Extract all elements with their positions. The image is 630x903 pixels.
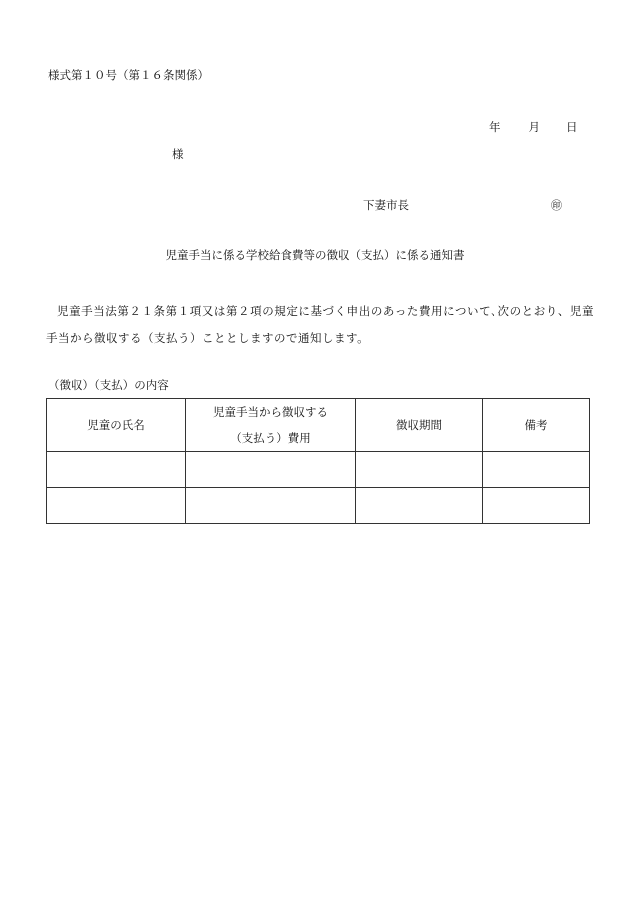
header-cost-line1: 児童手当から徴収する: [213, 405, 328, 419]
header-cost-line2: （支払う）費用: [230, 431, 311, 445]
table-cell: [483, 452, 590, 488]
section-label: （徴収）（支払）の内容: [48, 378, 169, 392]
addressee-suffix: 様: [172, 147, 184, 161]
table-cell: [47, 488, 186, 524]
document-title: 児童手当に係る学校給食費等の徴収（支払）に係る通知書: [165, 248, 465, 262]
table-cell: [186, 452, 356, 488]
date-line: [489, 122, 578, 134]
table-row: [47, 488, 590, 524]
content-table: [46, 398, 590, 524]
table-row: [47, 452, 590, 488]
table-cell: [186, 488, 356, 524]
table-cell: [356, 452, 483, 488]
header-period: 徴収期間: [356, 399, 483, 452]
body-paragraph: 児童手当法第２１条第１項又は第２項の規定に基づく申出のあった費用について､次のとおり、児童手当から徴収する（支払う）こととしますので通知します。: [46, 304, 594, 345]
header-remarks: 備考: [483, 399, 590, 452]
header-child-name: 児童の氏名: [47, 399, 186, 452]
date-month: 月: [528, 120, 540, 134]
table-cell: [356, 488, 483, 524]
header-cost: [186, 399, 356, 452]
date-day: 日: [566, 120, 578, 134]
date-year: 年: [489, 120, 501, 134]
seal-mark: ㊞: [551, 199, 562, 212]
table-cell: [483, 488, 590, 524]
table-header-row: [47, 399, 590, 452]
issuer-name: 下妻市長: [363, 198, 409, 212]
form-number: 様式第１０号（第１６条関係）: [48, 68, 209, 82]
table-cell: [47, 452, 186, 488]
